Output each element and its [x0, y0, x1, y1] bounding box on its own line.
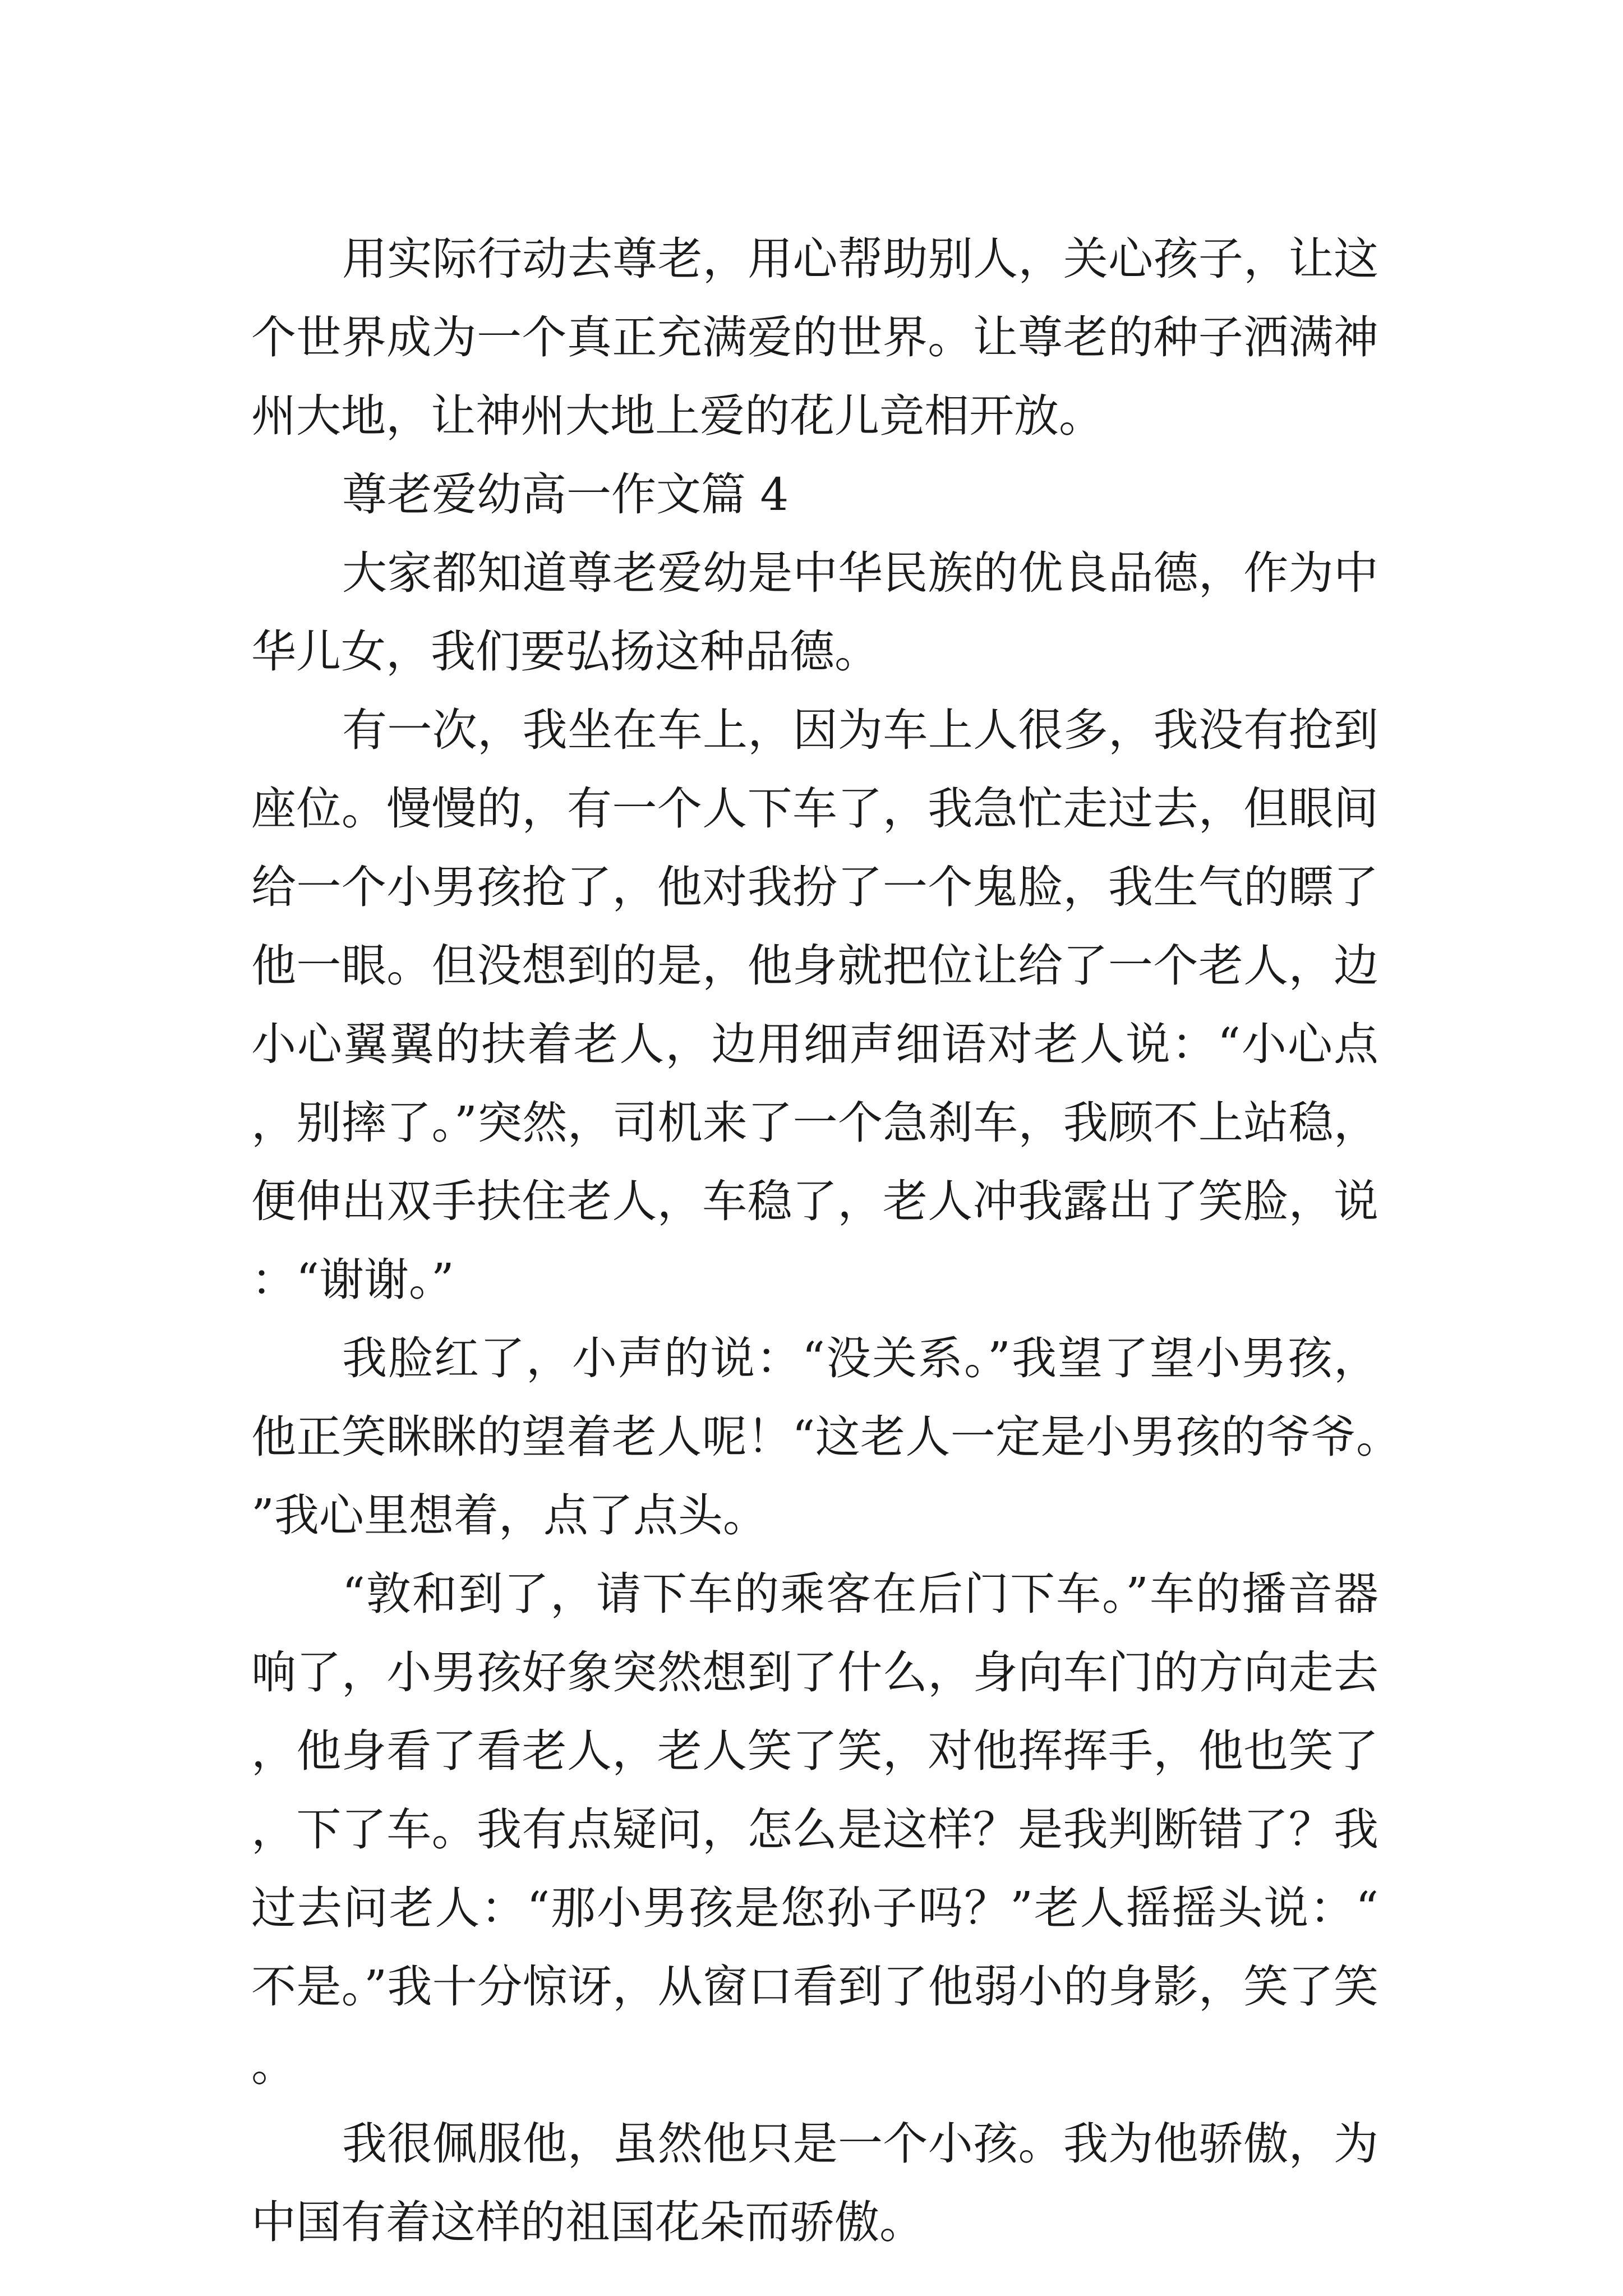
document-body	[251, 220, 1378, 2262]
section-heading: 尊老爱幼高一作文篇 4	[342, 468, 789, 521]
paragraph-1: 用实际行动去尊老，用心帮助别人，关心孩子，让这个世界成为一个真正充满爱的世界。让尊老的种子洒满神州大地，让神州大地上爱的花儿竞相开放。	[251, 233, 1378, 442]
paragraph-5: “敦和到了，请下车的乘客在后门下车。”车的播音器响了，小男孩好象突然想到了什么，身向车门的方向走去，他身看了看老人，老人笑了笑，对他挥挥手，他也笑了，下了车。我有点疑问，怎么是这样？是我判断错了？我过去问老人：“那小男孩是您孙子吗？”老人摇摇头说：“不是。”我十分惊讶，从窗口看到了他弱小的身影，笑了笑。	[251, 1568, 1378, 2091]
paragraph-6: 我很佩服他，虽然他只是一个小孩。我为他骄傲，为中国有着这样的祖国花朵而骄傲。	[251, 2118, 1378, 2248]
paragraph-3: 有一次，我坐在车上，因为车上人很多，我没有抢到座位。慢慢的，有一个人下车了，我急忙走过去，但眼间给一个小男孩抢了，他对我扮了一个鬼脸，我生气的瞟了他一眼。但没想到的是，他身就把位让给了一个老人，边小心翼翼的扶着老人，边用细声细语对老人说：“小心点，别摔了。”突然，司机来了一个急刹车，我顾不上站稳，便伸出双手扶住老人，车稳了，老人冲我露出了笑脸，说：“谢谢。”	[251, 704, 1378, 1306]
paragraph-2: 大家都知道尊老爱幼是中华民族的优良品德，作为中华儿女，我们要弘扬这种品德。	[251, 547, 1378, 678]
paragraph-4: 我脸红了，小声的说：“没关系。”我望了望小男孩，他正笑眯眯的望着老人呢！“这老人一定是小男孩的爷爷。”我心里想着，点了点头。	[251, 1332, 1378, 1542]
